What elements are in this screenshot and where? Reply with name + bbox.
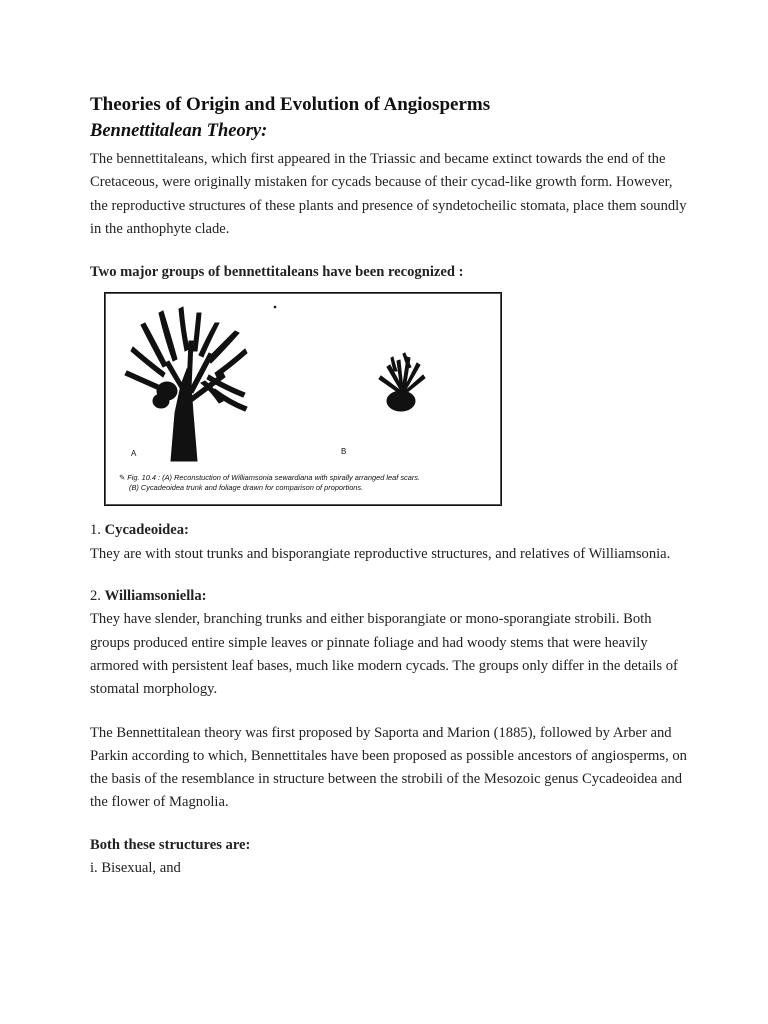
page-title: Theories of Origin and Evolution of Angiosperms: [90, 94, 491, 115]
figure-caption-line-2: (B) Cycadeoidea trunk and foliage drawn for comparison of proportions.: [129, 483, 364, 493]
item-cycadeoidea-text: They are with stout trunks and bisporangiate reproductive structures, and relatives of Williamsonia.: [90, 545, 671, 562]
list-item-bisexual: i. Bisexual, and: [90, 860, 181, 877]
figure-illustration: [104, 292, 502, 506]
figure-caption-line-1: ✎ Fig. 10.4 : (A) Reconstuction of Williamsonia sewardiana with spirally arranged leaf scars.: [119, 473, 421, 483]
groups-heading: Two major groups of bennettitaleans have been recognized :: [90, 264, 464, 281]
figure-label-b: B: [341, 447, 347, 457]
item-williamsoniella-text: They have slender, branching trunks and either bisporangiate or mono-sporangiate strobili. Both groups produced entire simple leaves or pinnate foliage and had woody stems that were heavily armored with persistent leaf bases, much like modern cycads. The groups only differ in the details of stomatal morphology.: [90, 611, 678, 698]
document-page: [90, 92, 690, 880]
structures-heading: Both these structures are:: [90, 836, 251, 853]
item-name: Cycadeoidea:: [104, 522, 189, 539]
item-number: 1.: [90, 522, 101, 539]
cycadeoidea-silhouette: [379, 353, 425, 411]
item-name: Williamsoniella:: [104, 588, 207, 605]
intro-paragraph: The bennettitaleans, which first appeared in the Triassic and became extinct towards the end of the Cretaceous, were originally mistaken for cycads because of their cycad-like growth form. However, the reproductive structures of these plants and presence of syndetocheilic stomata, place them soundly in the anthophyte clade.: [90, 151, 687, 237]
figure-caption: [119, 473, 420, 493]
section-subtitle: Bennettitalean Theory:: [90, 121, 268, 141]
item-number: 2.: [90, 588, 101, 605]
williamsonia-silhouette: [125, 307, 247, 461]
item-williamsoniella-title: [90, 585, 690, 608]
figure-label-a: A: [131, 449, 137, 459]
theory-paragraph: The Bennettitalean theory was first proposed by Saporta and Marion (1885), followed by Arber and Parkin according to which, Bennettitales have been proposed as possible ancestors of angiosperms, on the basis of the resemblance in structure between the strobili of the Mesozoic genus Cycadeoidea and the flower of Magnolia.: [90, 724, 687, 811]
item-cycadeoidea-title: [90, 519, 690, 542]
